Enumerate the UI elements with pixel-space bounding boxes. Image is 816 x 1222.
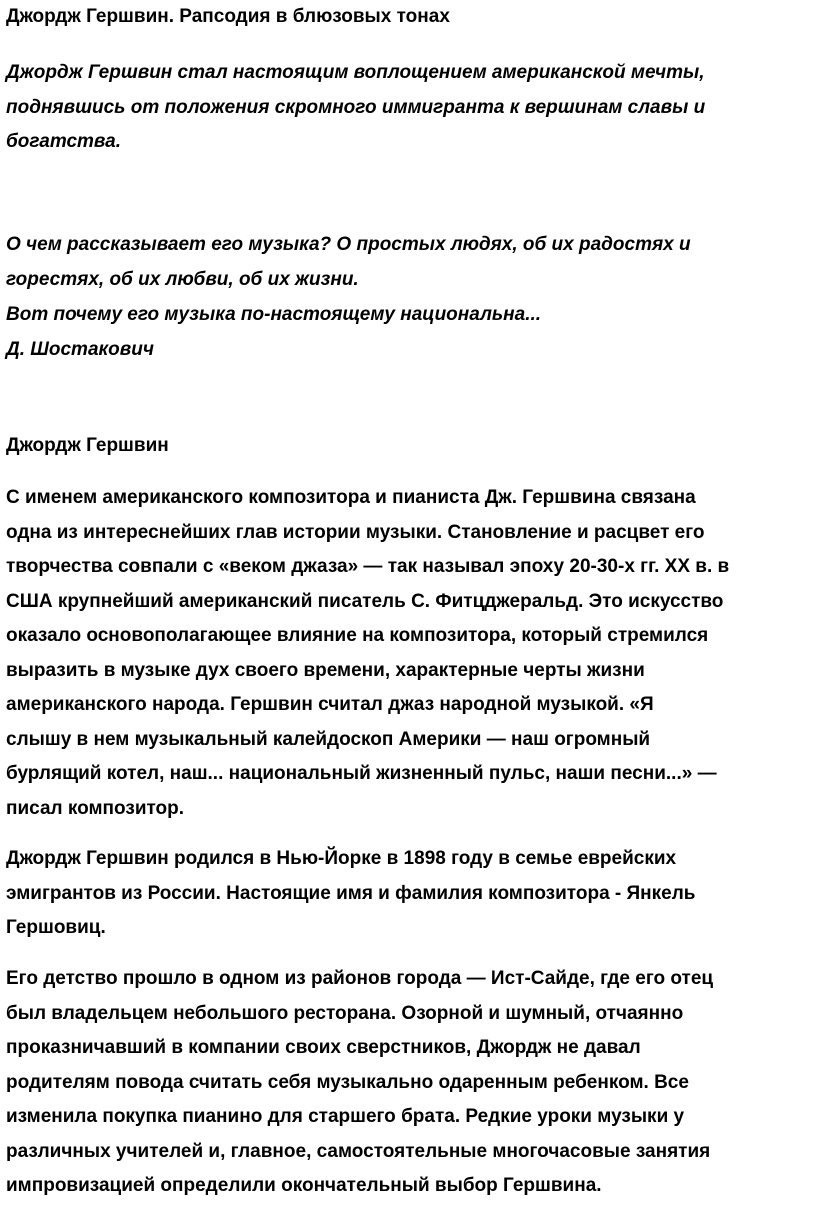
paragraph-line: Джордж Гершвин родился в Нью-Йорке в 1898 году в семье еврейских [6, 848, 677, 869]
paragraph-line: бурлящий котел, наш... национальный жизненный пульс, наши песни...» — [6, 763, 717, 784]
body-paragraph [6, 842, 810, 946]
paragraph-line: Его детство прошло в одном из районов города — Ист-Сайде, где его отец [6, 968, 714, 989]
intro-paragraph [6, 56, 810, 160]
paragraph-line: С именем американского композитора и пианиста Дж. Гершвина связана [6, 487, 696, 508]
body-paragraph [6, 481, 810, 826]
paragraph-line: выразить в музыке дух своего времени, характерные черты жизни [6, 659, 645, 681]
intro-line: богатства. [6, 131, 122, 152]
document-title: Джордж Гершвин. Рапсодия в блюзовых тонах [6, 6, 450, 27]
paragraph-line: американского народа. Гершвин считал джаз народной музыкой. «Я [6, 694, 654, 715]
paragraph-line: Гершовиц. [6, 917, 106, 938]
epigraph-line: Вот почему его музыка по-настоящему национальна... [6, 304, 542, 325]
epigraph-line: О чем рассказывает его музыка? О простых людях, об их радостях и [6, 234, 691, 255]
paragraph-line: различных учителей и, главное, самостоятельные многочасовые занятия [6, 1140, 711, 1162]
epigraph-author: Д. Шостакович [6, 339, 154, 360]
paragraph-line: США крупнейший американский писатель С. Фитцджеральд. Это искусство [6, 590, 724, 612]
paragraph-line: творчества совпали с «веком джаза» — так называл эпоху 20-30-х гг. XX в. в [6, 556, 730, 577]
intro-line: поднявшись от положения скромного иммигранта к вершинам славы и [6, 96, 706, 118]
paragraph-line: оказало основополагающее влияние на композитора, который стремился [6, 625, 709, 646]
section-heading: Джордж Гершвин [6, 435, 169, 456]
paragraph-line: эмигрантов из России. Настоящие имя и фамилия композитора - Янкель [6, 882, 696, 904]
intro-line: Джордж Гершвин стал настоящим воплощением американской мечты, [6, 62, 705, 83]
paragraph-line: слышу в нем музыкальный калейдоскоп Америки — наш огромный [6, 728, 651, 750]
paragraph-line: родителям повода считать себя музыкально одаренным ребенком. Все [6, 1071, 689, 1093]
paragraph-line: писал композитор. [6, 797, 185, 819]
paragraph-line: импровизацией определили окончательный выбор Гершвина. [6, 1175, 602, 1196]
paragraph-line: одна из интереснейших глав истории музыки. Становление и расцвет его [6, 521, 705, 543]
paragraph-line: проказничавший в компании своих сверстников, Джордж не давал [6, 1037, 641, 1058]
body-paragraph [6, 962, 810, 1204]
paragraph-line: изменила покупка пианино для старшего брата. Редкие уроки музыки у [6, 1106, 685, 1127]
epigraph-line: горестях, об их любви, об их жизни. [6, 269, 359, 290]
paragraph-line: был владельцем небольшого ресторана. Озорной и шумный, отчаянно [6, 1002, 684, 1024]
epigraph-quote [6, 227, 810, 367]
